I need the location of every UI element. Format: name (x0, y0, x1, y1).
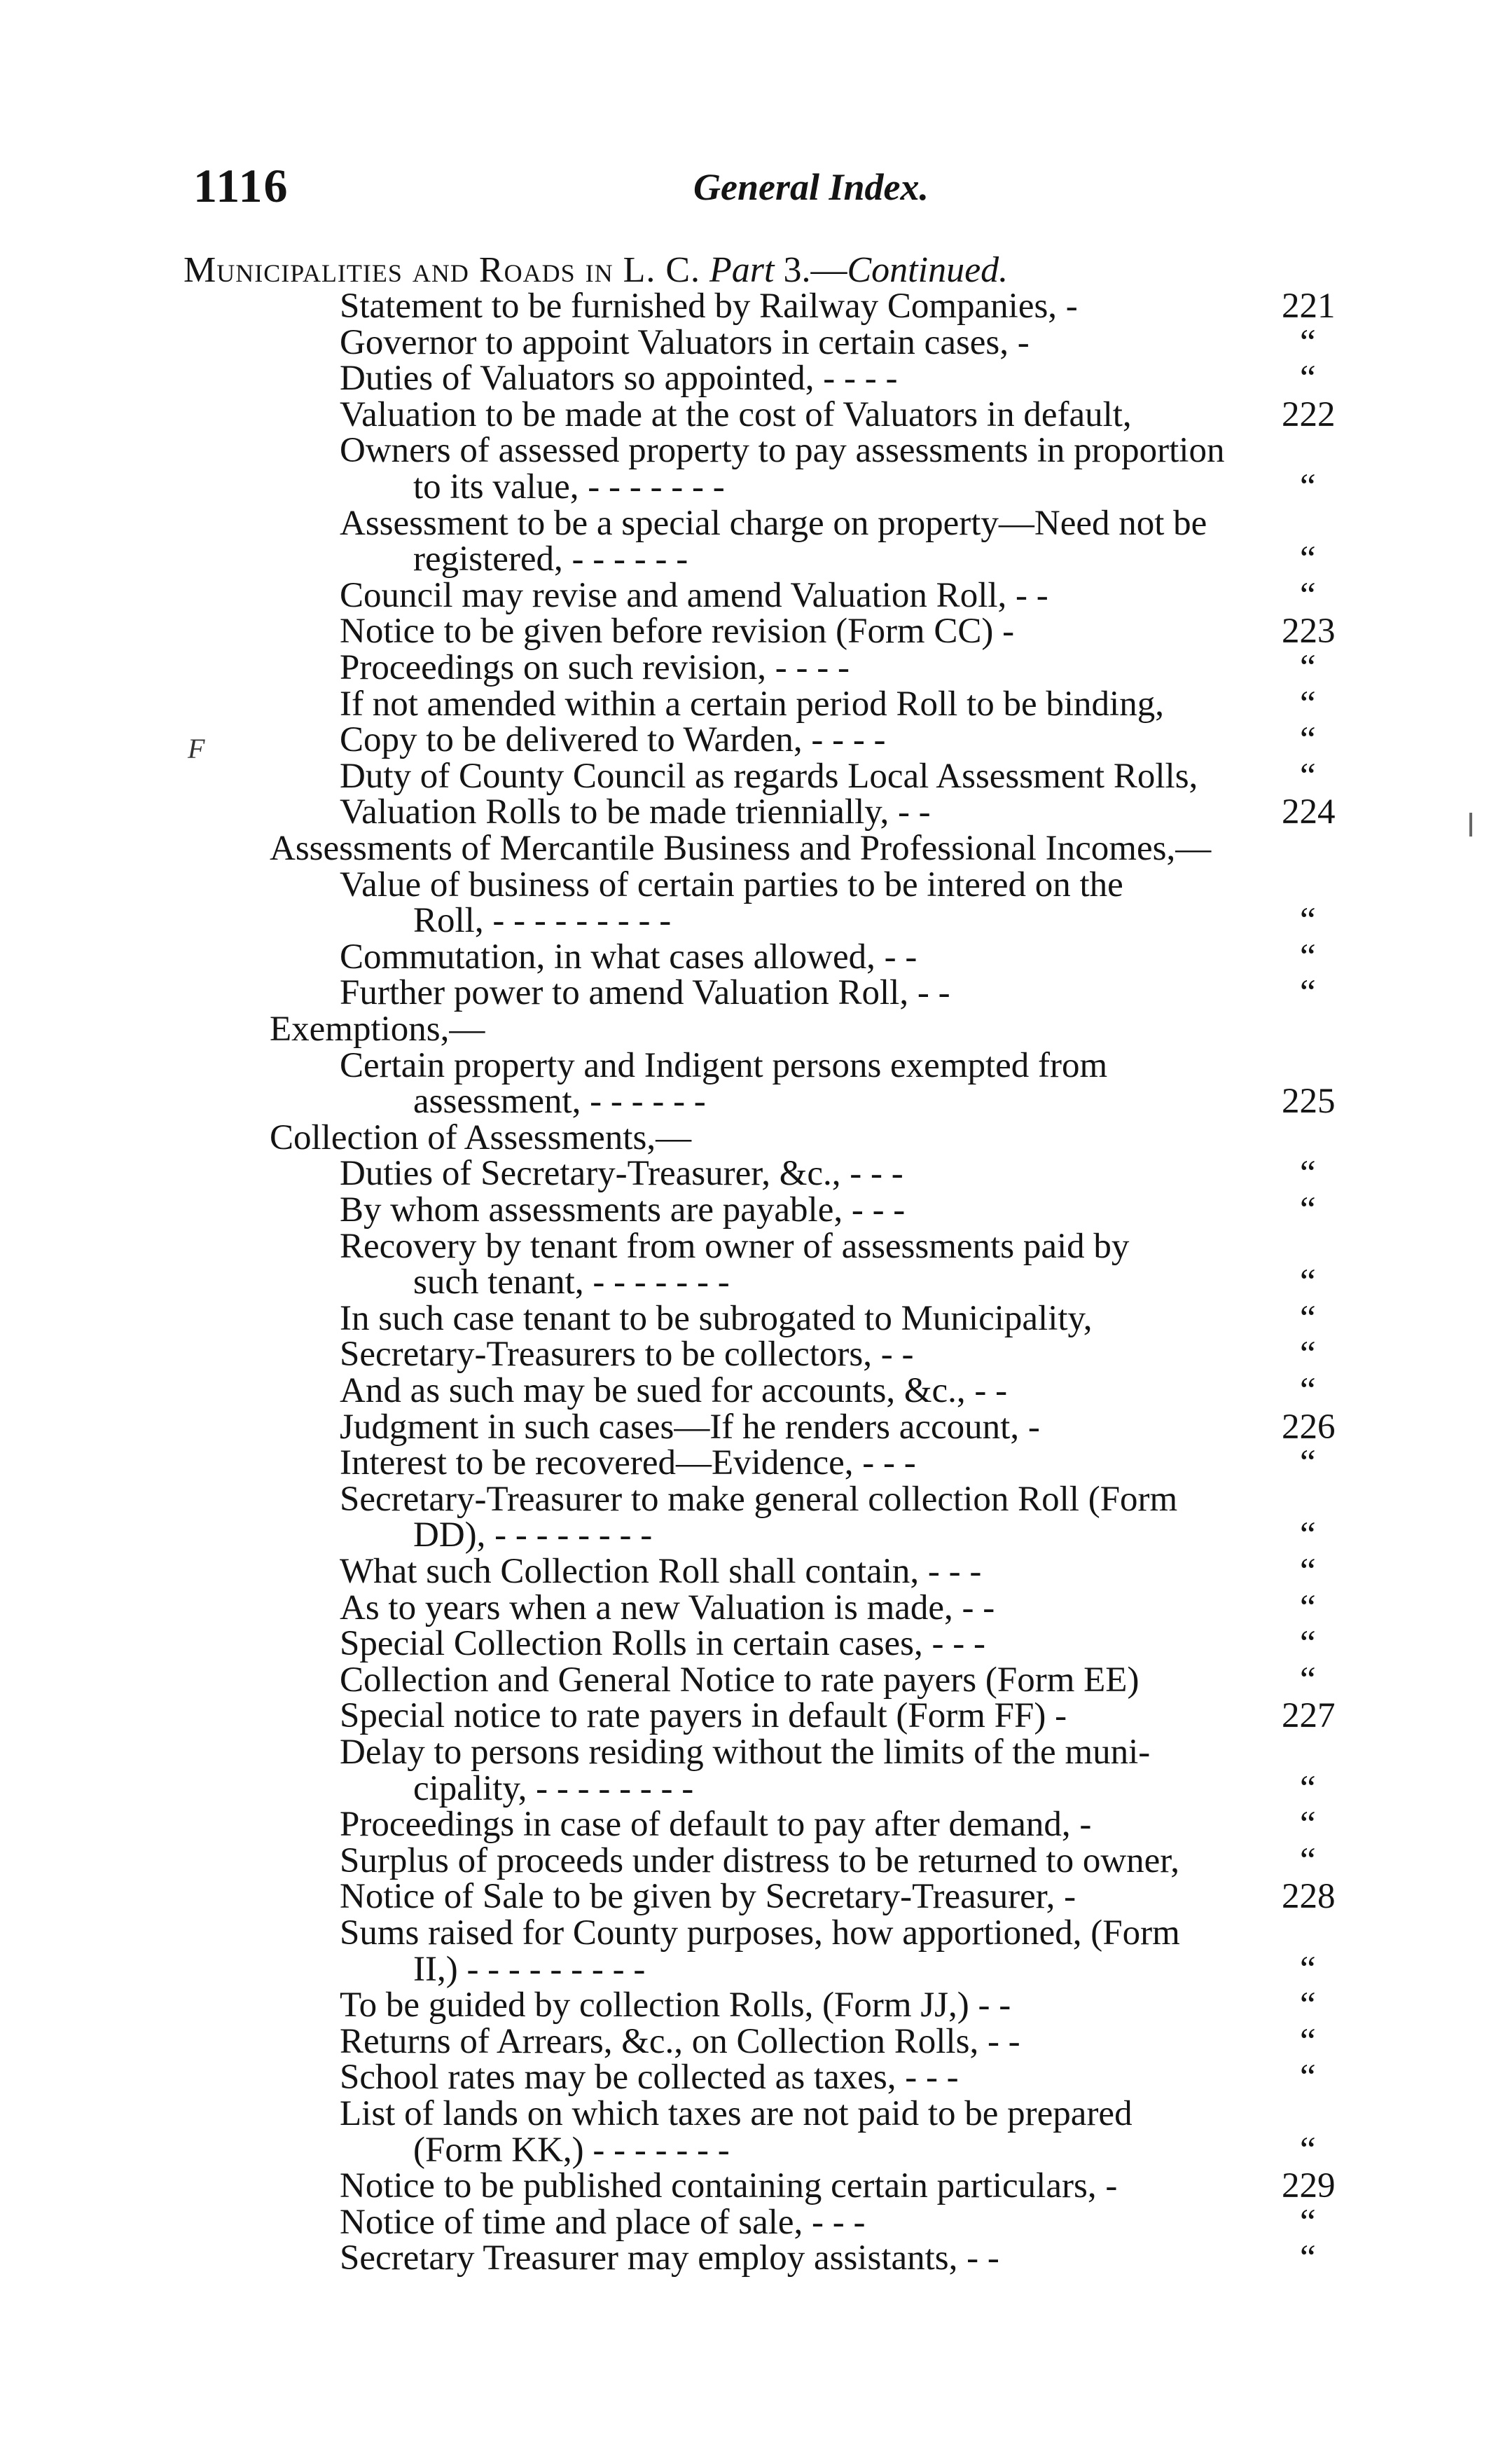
page-reference: “ (1300, 1552, 1316, 1591)
page-reference: “ (1300, 359, 1316, 399)
index-entry-text: Interest to be recovered—Evidence, - - - (340, 1443, 916, 1483)
index-entry-text: Secretary-Treasurer to make general collection Roll (Form (340, 1479, 1178, 1519)
index-line (0, 1625, 1503, 1663)
index-line (0, 612, 1503, 650)
page-reference: “ (1300, 2058, 1316, 2098)
index-entry-text: Assessment to be a special charge on property—Need not be (340, 503, 1207, 543)
index-entry-text: List of lands on which taxes are not paid to be prepared (340, 2094, 1133, 2133)
index-line (0, 468, 1503, 506)
index-entry-text: registered, - - - - - - (413, 539, 688, 579)
index-line (0, 1697, 1503, 1735)
index-line (0, 1950, 1503, 1988)
page-reference: 224 (1282, 792, 1336, 832)
page-reference: “ (1300, 1262, 1316, 1302)
page-reference: “ (1300, 1588, 1316, 1627)
index-entry-text: Notice to be given before revision (Form CC) - (340, 612, 1015, 652)
page-header (0, 158, 1503, 214)
index-line (0, 2023, 1503, 2060)
page-reference: 229 (1282, 2166, 1336, 2206)
page-reference: “ (1300, 1190, 1316, 1230)
index-line (0, 432, 1503, 469)
page-reference: “ (1300, 1768, 1316, 1808)
page-reference: “ (1300, 684, 1316, 724)
index-entry-text: Special notice to rate payers in default (Form FF) - (340, 1696, 1067, 1736)
index-entry-text: Duties of Secretary-Treasurer, &c., - - - (340, 1154, 903, 1194)
index-entry-text: cipality, - - - - - - - - (413, 1768, 694, 1808)
index-entry-text: Roll, - - - - - - - - - (413, 901, 672, 941)
page-reference: “ (1300, 539, 1316, 579)
index-line (0, 2131, 1503, 2169)
page-reference: 226 (1282, 1407, 1336, 1447)
page-reference: 227 (1282, 1696, 1336, 1736)
index-line (0, 577, 1503, 614)
index-entry-text: By whom assessments are payable, - - - (340, 1190, 906, 1230)
index-entry-text: As to years when a new Valuation is made, - - (340, 1588, 995, 1627)
index-line (0, 793, 1503, 831)
page-reference: “ (1300, 1443, 1316, 1483)
index-entry-text: If not amended within a certain period Roll to be binding, (340, 684, 1164, 724)
page-reference: “ (1300, 2202, 1316, 2242)
index-line (0, 324, 1503, 362)
index-line (0, 1770, 1503, 1808)
index-line (0, 1082, 1503, 1120)
index-line (0, 830, 1503, 867)
index-line (0, 902, 1503, 940)
page-reference: “ (1300, 1335, 1316, 1375)
index-entry-text: Governor to appoint Valuators in certain cases, - (340, 322, 1030, 362)
index-line (0, 2203, 1503, 2241)
index-entry-text: (Form KK,) - - - - - - - (413, 2130, 730, 2170)
index-entry-text: Notice of time and place of sale, - - - (340, 2202, 866, 2242)
page-reference: “ (1300, 2130, 1316, 2170)
index-entry-text: Proceedings on such revision, - - - - (340, 648, 850, 687)
page-reference: 222 (1282, 394, 1336, 434)
index-entry-text: What such Collection Roll shall contain, - - - (340, 1552, 982, 1591)
index-subheading: Exemptions,— (270, 1010, 485, 1049)
index-line (0, 1227, 1503, 1265)
page-reference: “ (1300, 1371, 1316, 1410)
index-entry-text: DD), - - - - - - - - (413, 1515, 653, 1555)
index-entry-text: Notice to be published containing certain particulars, - (340, 2166, 1118, 2206)
page-reference: “ (1300, 648, 1316, 687)
index-line (0, 1480, 1503, 1518)
index-entry-text: assessment, - - - - - - (413, 1082, 706, 1122)
section-heading-part-label: Part (709, 250, 775, 290)
index-entry-text: such tenant, - - - - - - - (413, 1262, 730, 1302)
index-entry-text: Secretary Treasurer may employ assistants, - - (340, 2238, 999, 2278)
index-entry-text: Judgment in such cases—If he renders account, - (340, 1407, 1040, 1447)
index-entry-text: Valuation to be made at the cost of Valuators in default, (340, 394, 1132, 434)
page-number: 1116 (193, 159, 289, 212)
index-entry-text: Further power to amend Valuation Roll, - - (340, 973, 950, 1013)
index-line (0, 721, 1503, 759)
index-line (0, 1444, 1503, 1482)
index-line (0, 757, 1503, 795)
index-line (0, 1661, 1503, 1699)
index-line (0, 2239, 1503, 2277)
index-line (0, 1733, 1503, 1771)
page-reference: “ (1300, 1805, 1316, 1845)
index-entry-text: Collection and General Notice to rate payers (Form EE) (340, 1660, 1140, 1700)
index-line (0, 1010, 1503, 1048)
index-line (0, 2095, 1503, 2133)
index-line (0, 1914, 1503, 1952)
index-line (0, 1119, 1503, 1157)
page-reference: 221 (1282, 287, 1336, 326)
index-line (0, 1408, 1503, 1446)
index-line (0, 1553, 1503, 1590)
index-line (0, 685, 1503, 723)
page-reference: “ (1300, 2021, 1316, 2061)
index-entry-text: Council may revise and amend Valuation Roll, - - (340, 575, 1048, 615)
index-entry-text: Recovery by tenant from owner of assessments paid by (340, 1226, 1130, 1266)
page-reference: “ (1300, 720, 1316, 760)
page-reference: “ (1300, 1949, 1316, 1989)
index-line (0, 287, 1503, 325)
page-reference: “ (1300, 1840, 1316, 1880)
index-line (0, 1842, 1503, 1880)
index-line (0, 649, 1503, 687)
index-line (0, 2167, 1503, 2205)
index-line (0, 396, 1503, 434)
index-line (0, 1805, 1503, 1843)
page-reference: “ (1300, 1298, 1316, 1338)
index-entry-text: Value of business of certain parties to be intered on the (340, 865, 1123, 904)
index-subheading: Assessments of Mercantile Business and Professional Incomes,— (270, 829, 1212, 868)
index-entry-text: Duties of Valuators so appointed, - - - - (340, 359, 898, 399)
page-reference: 225 (1282, 1082, 1336, 1122)
section-heading-continued: Continued. (847, 250, 1009, 290)
page-reference: “ (1300, 973, 1316, 1013)
index-line (0, 1986, 1503, 2024)
index-line (0, 1047, 1503, 1085)
index-entry-text: To be guided by collection Rolls, (Form JJ,) - - (340, 1985, 1011, 2025)
section-heading (183, 249, 1008, 291)
index-entry-text: School rates may be collected as taxes, - - - (340, 2058, 959, 2098)
page-reference: “ (1300, 322, 1316, 362)
index-entry-text: Statement to be furnished by Railway Companies, - (340, 287, 1078, 326)
section-heading-part-number: 3.— (783, 250, 847, 290)
index-line (0, 1372, 1503, 1410)
index-line (0, 866, 1503, 904)
index-line (0, 974, 1503, 1012)
index-entry-text: Delay to persons residing without the limits of the muni- (340, 1733, 1151, 1772)
index-entry-text: Returns of Arrears, &c., on Collection Rolls, - - (340, 2021, 1020, 2061)
index-entry-text: Sums raised for County purposes, how apportioned, (Form (340, 1913, 1180, 1953)
index-entry-text: Commutation, in what cases allowed, - - (340, 937, 917, 977)
index-entry-text: And as such may be sued for accounts, &c., - - (340, 1371, 1008, 1410)
index-entry-text: Notice of Sale to be given by Secretary-Treasurer, - (340, 1877, 1076, 1917)
index-line (0, 1335, 1503, 1373)
running-title: General Index. (693, 166, 929, 208)
index-line (0, 1300, 1503, 1337)
index-line (0, 1589, 1503, 1627)
page-reference: “ (1300, 1985, 1316, 2025)
page-reference: “ (1300, 467, 1316, 507)
index-line (0, 1878, 1503, 1915)
index-line (0, 938, 1503, 976)
index-entry-text: Proceedings in case of default to pay after demand, - (340, 1805, 1092, 1845)
page-reference: “ (1300, 1515, 1316, 1555)
page-reference: “ (1300, 575, 1316, 615)
index-entry-text: to its value, - - - - - - - (413, 467, 725, 507)
index-entry-text: In such case tenant to be subrogated to Municipality, (340, 1298, 1093, 1338)
section-heading-title: Municipalities and Roads in L. C. (183, 250, 701, 290)
page-reference: “ (1300, 1154, 1316, 1194)
index-entry-text: Surplus of proceeds under distress to be returned to owner, (340, 1840, 1179, 1880)
page-reference: “ (1300, 2238, 1316, 2278)
index-entry-text: Secretary-Treasurers to be collectors, - - (340, 1335, 914, 1375)
index-line (0, 359, 1503, 397)
index-line (0, 504, 1503, 542)
page-reference: “ (1300, 756, 1316, 796)
index-line (0, 1191, 1503, 1229)
page-reference: “ (1300, 1660, 1316, 1700)
index-subheading: Collection of Assessments,— (270, 1117, 692, 1157)
page-reference: 228 (1282, 1877, 1336, 1917)
index-entry-text: II,) - - - - - - - - - (413, 1949, 646, 1989)
index-entry-text: Valuation Rolls to be made triennially, - - (340, 792, 931, 832)
index-line (0, 1516, 1503, 1554)
index-line (0, 540, 1503, 578)
margin-mark: F (188, 733, 205, 764)
index-entry-text: Owners of assessed property to pay assessments in proportion (340, 431, 1225, 471)
index-entry-text: Certain property and Indigent persons exempted from (340, 1045, 1108, 1085)
index-line (0, 1155, 1503, 1192)
index-line (0, 1263, 1503, 1301)
index-entry-text: Copy to be delivered to Warden, - - - - (340, 720, 886, 760)
index-entry-text: Duty of County Council as regards Local Assessment Rolls, (340, 756, 1198, 796)
index-line (0, 2058, 1503, 2096)
page-reference: “ (1300, 937, 1316, 977)
index-entry-text: Special Collection Rolls in certain cases, - - - (340, 1624, 985, 1664)
page-reference: “ (1300, 1624, 1316, 1664)
page-reference: “ (1300, 901, 1316, 941)
page-reference: 223 (1282, 612, 1336, 652)
